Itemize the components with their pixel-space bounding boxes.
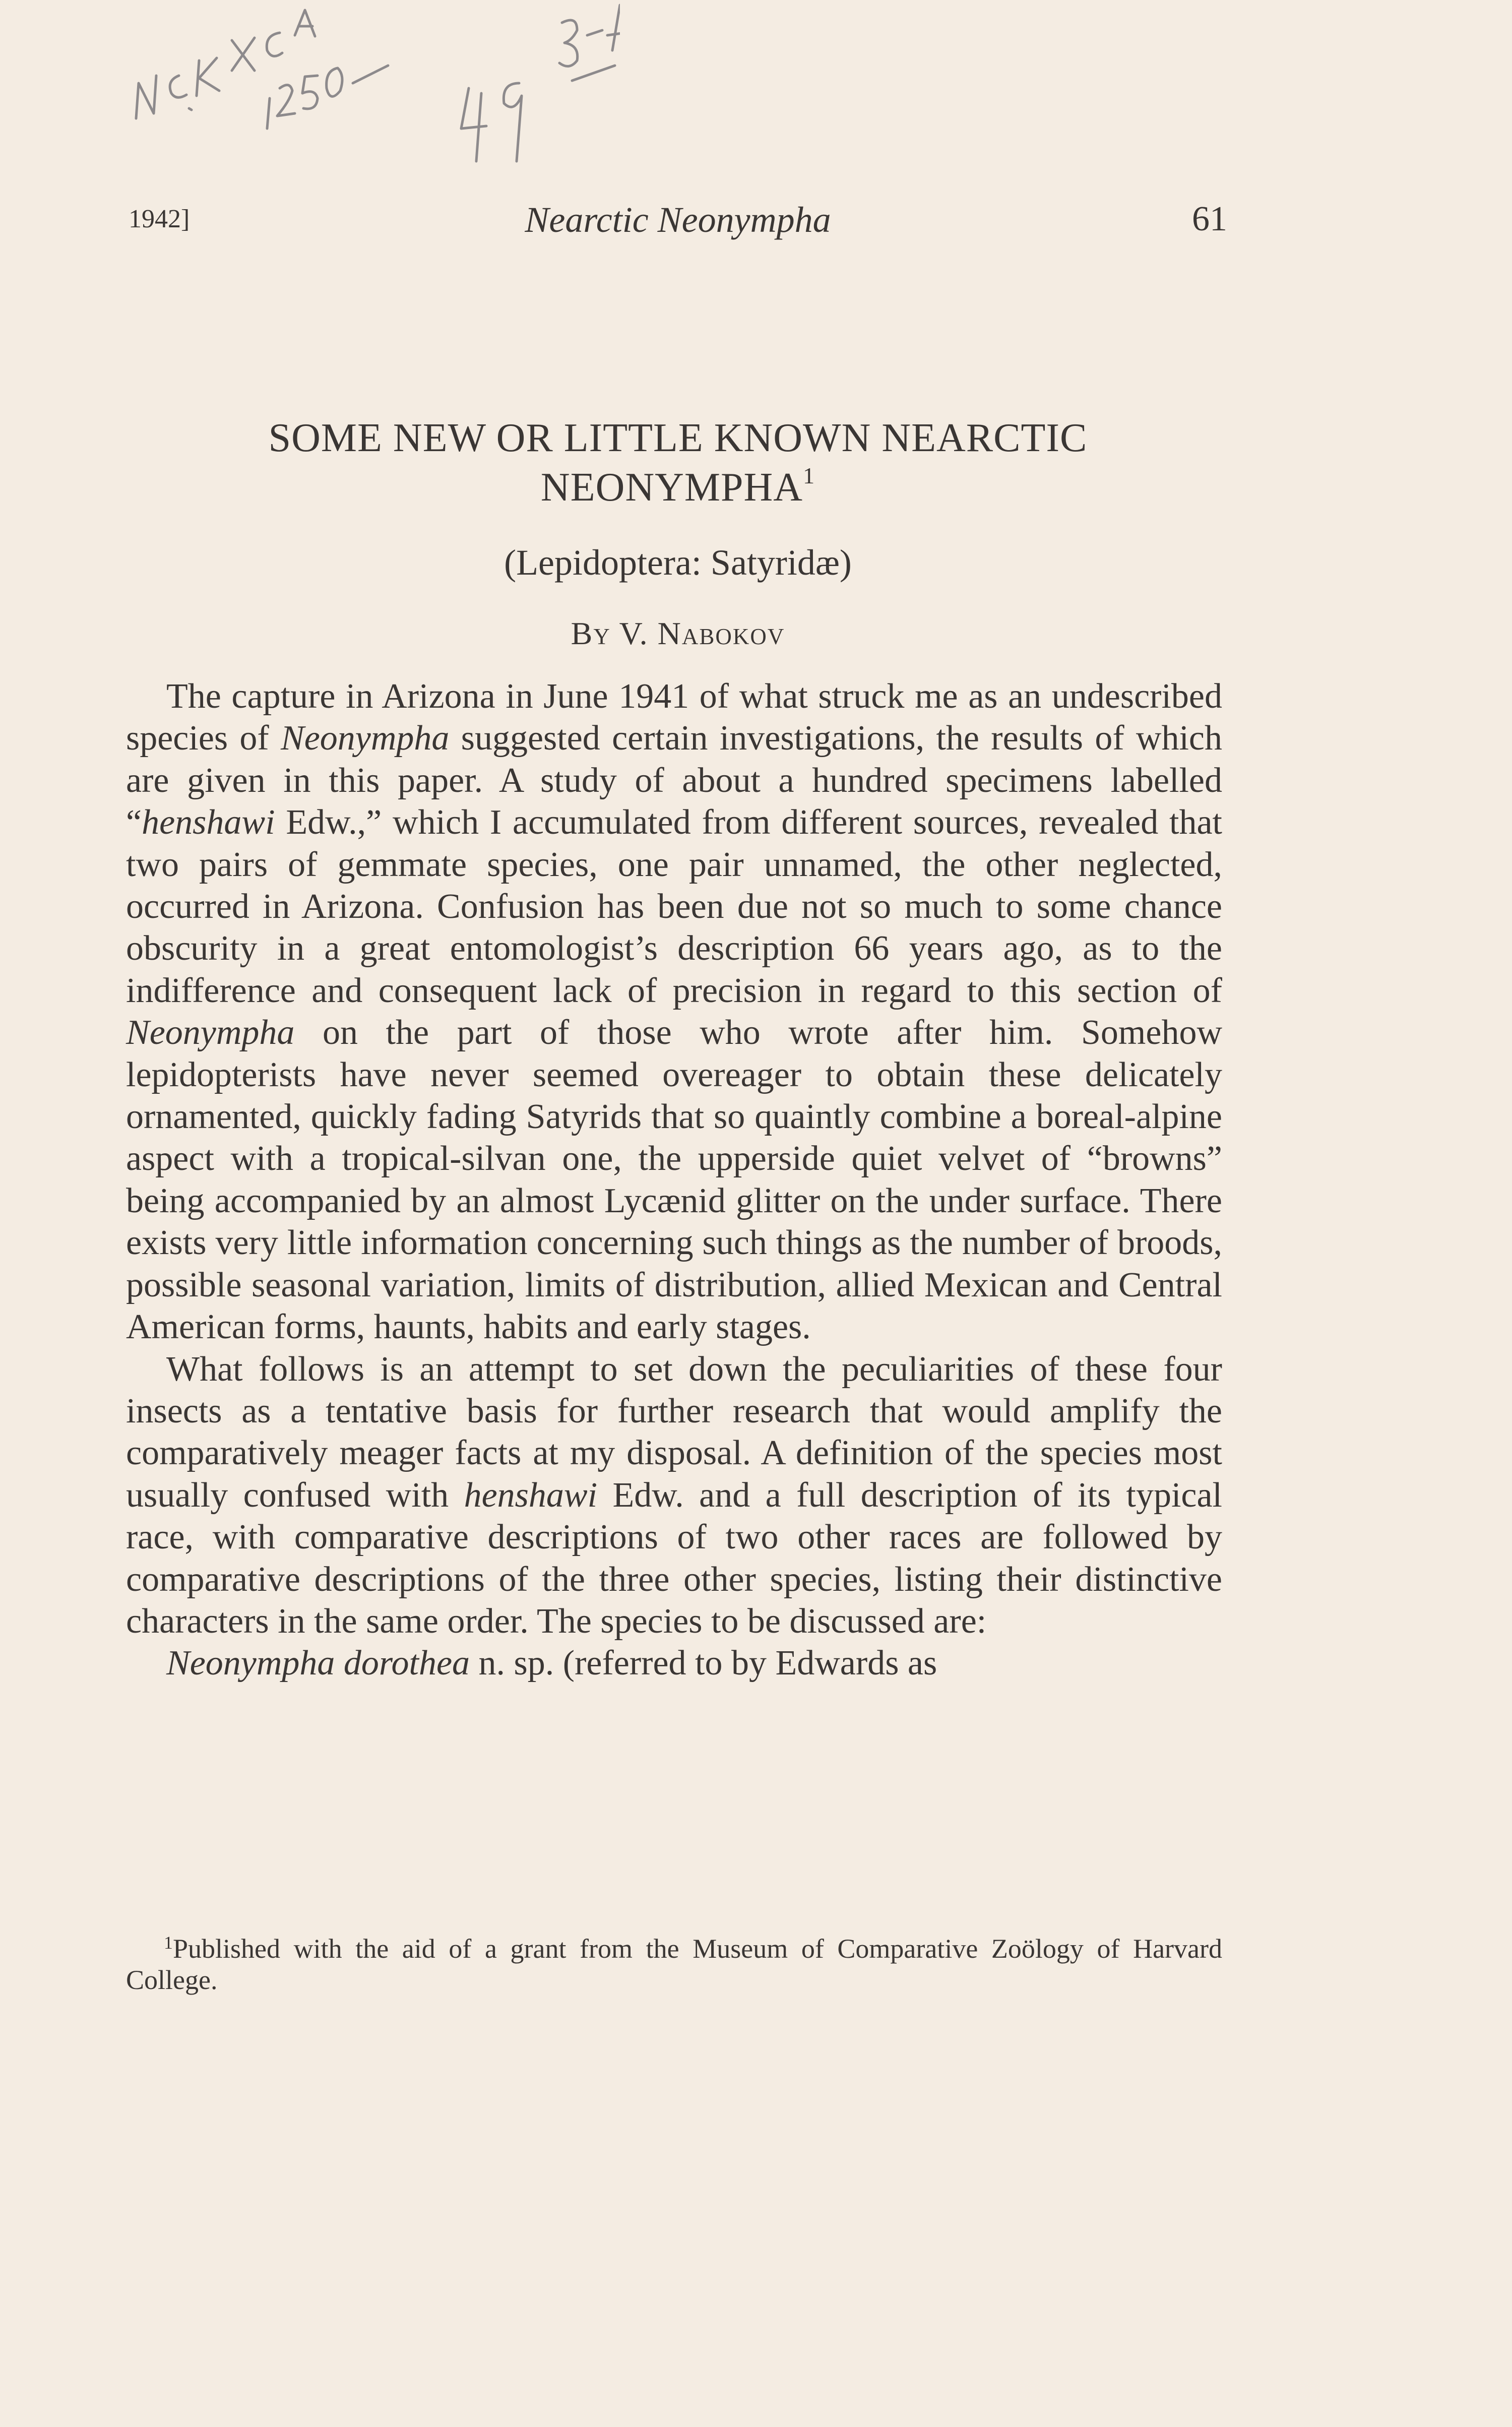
footnote-text: Published with the aid of a grant from the Museum of Comparative Zoölogy of Harvard College. bbox=[126, 1934, 1222, 1995]
running-head-year: 1942] bbox=[129, 205, 190, 233]
paragraph-1: The capture in Arizona in June 1941 of what struck me as an undescribed species of Neonympha suggested certain investigations, the results of which are given in this paper. A study of about a hundred specimens labelled “henshawi Edw.,” which I accumulated from different sources, revealed that two pairs of gemmate species, one pair unnamed, the other neglected, occurred in Arizona. Confusion has been due not so much to some chance obscurity in a great entomologist’s description 66 years ago, as to the indifference and consequent lack of precision in regard to this section of Neonympha on the part of those who wrote after him. Somehow lepidopterists have never seemed overeager to obtain these delicately ornamented, quickly fading Satyrids that so quaintly combine a boreal-alpine aspect with a tropical-silvan one, the upperside quiet velvet of “browns” being accompanied by an almost Lycænid glitter on the under surface. There exists very little information concerning such things as the number of broods, possible seasonal variation, limits of distribution, allied Mexican and Central American forms, haunts, habits and early stages. bbox=[126, 677, 1222, 1347]
article-title: SOME NEW OR LITTLE KNOWN NEARCTIC NEONYMPHA$^1$ bbox=[268, 416, 1088, 510]
running-head bbox=[129, 199, 1227, 244]
article-body bbox=[126, 675, 1222, 1685]
title-footnote-mark: 1 bbox=[803, 463, 815, 488]
pencil-annotation bbox=[116, 0, 620, 166]
article-subtitle: (Lepidoptera: Satyridæ) bbox=[504, 542, 852, 583]
paragraph-3: Neonympha dorothea n. sp. (referred to by Edwards as bbox=[166, 1644, 937, 1683]
article-author: By V. Nabokov bbox=[571, 615, 785, 651]
running-head-title: Nearctic Neonympha bbox=[525, 200, 831, 240]
page-number: 61 bbox=[1192, 200, 1227, 238]
footnote-mark: 1 bbox=[164, 1933, 173, 1953]
paragraph-2: What follows is an attempt to set down the peculiarities of these four insects as a tentative basis for further research that would amplify the comparatively meager facts at my disposal. A definition of the species most usually confused with henshawi Edw. and a full description of its typical race, with comparative descriptions of two other races are followed by comparative descriptions of the three other species, listing their distinctive characters in the same order. The species to be discussed are: bbox=[126, 1349, 1222, 1641]
footnote bbox=[126, 1933, 1222, 1996]
